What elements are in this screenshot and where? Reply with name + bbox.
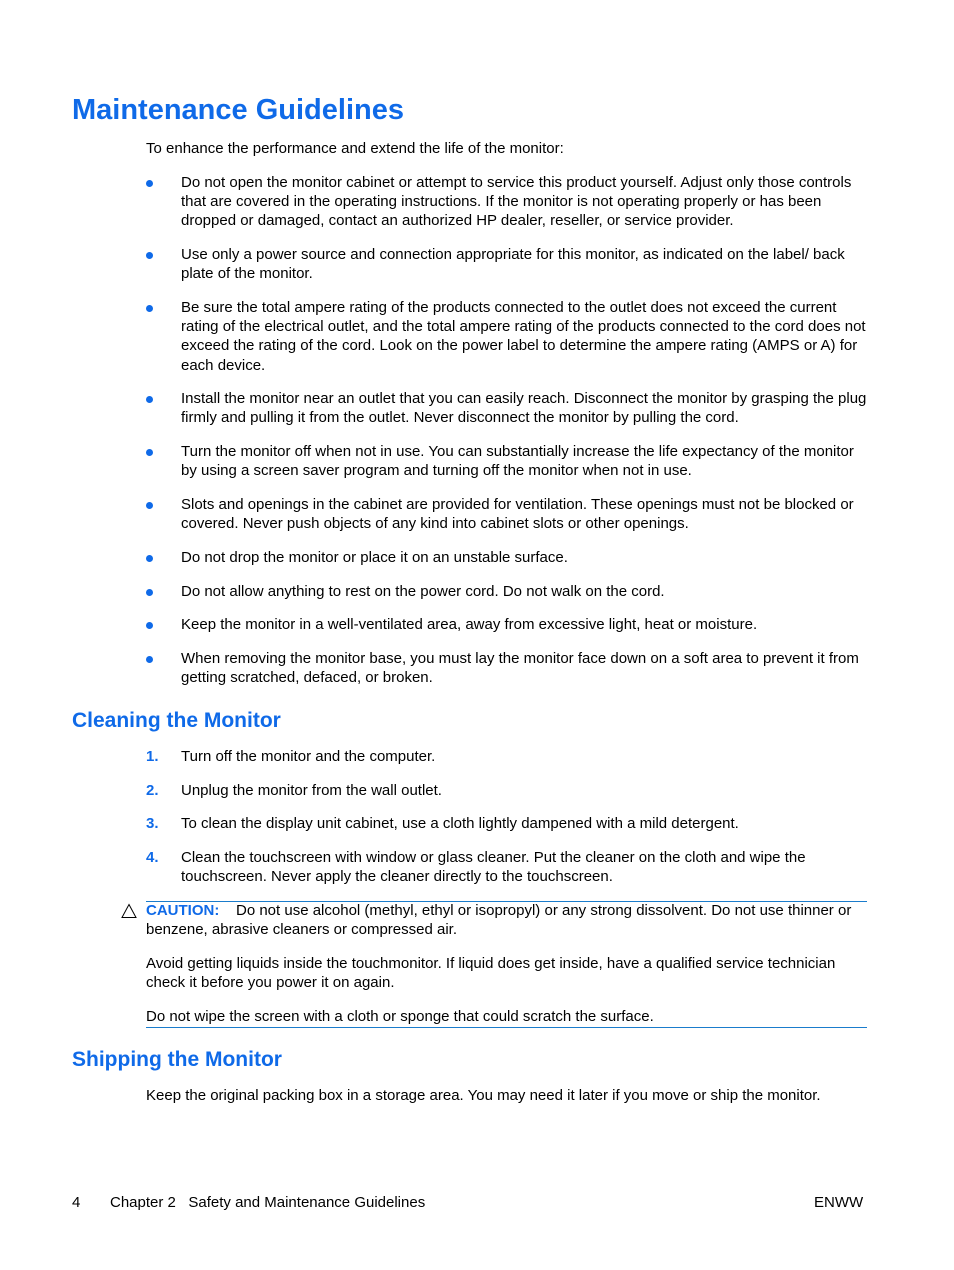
bullet-icon [146, 396, 153, 403]
footer-chapter: Chapter 2 Safety and Maintenance Guidelines [110, 1194, 426, 1211]
list-item [146, 814, 868, 833]
step-number: 4. [146, 849, 159, 866]
list-item [146, 615, 868, 634]
caution-paragraph-2: Avoid getting liquids inside the touchmonitor. If liquid does get inside, have a qualified service technician check it before you power it on again. [146, 955, 836, 992]
step-number: 1. [146, 748, 159, 765]
step-text: To clean the display unit cabinet, use a cloth lightly dampened with a mild detergent. [181, 815, 739, 832]
list-item [146, 747, 868, 766]
step-text: Turn off the monitor and the computer. [181, 748, 436, 765]
page-title: Maintenance Guidelines [72, 94, 404, 126]
list-item-text: When removing the monitor base, you must lay the monitor face down on a soft area to prevent it from getting scratched, defaced, or broken. [181, 650, 859, 687]
caution-paragraph-3: Do not wipe the screen with a cloth or sponge that could scratch the surface. [146, 1008, 654, 1025]
bullet-icon [146, 622, 153, 629]
list-item-text: Keep the monitor in a well-ventilated area, away from excessive light, heat or moisture. [181, 616, 758, 633]
list-item-text: Do not allow anything to rest on the power cord. Do not walk on the cord. [181, 583, 665, 600]
list-item-text: Turn the monitor off when not in use. You can substantially increase the life expectancy of the monitor by using a screen saver program and turning off the monitor when not in use. [181, 443, 854, 480]
shipping-paragraph: Keep the original packing box in a storage area. You may need it later if you move or ship the monitor. [146, 1087, 821, 1104]
list-item [146, 848, 868, 886]
list-item [146, 548, 868, 567]
list-item [146, 582, 868, 601]
page-number: 4 [72, 1194, 81, 1211]
footer-code: ENWW [814, 1194, 864, 1211]
list-item [146, 649, 868, 687]
bullet-icon [146, 305, 153, 312]
step-number: 3. [146, 815, 159, 832]
list-item-text: Install the monitor near an outlet that you can easily reach. Disconnect the monitor by grasping the plug firmly and pulling it from the outlet. Never disconnect the monitor by pulling the cord. [181, 390, 867, 427]
bullet-icon [146, 252, 153, 259]
step-text: Clean the touchscreen with window or glass cleaner. Put the cleaner on the cloth and wipe the touchscreen. Never apply the cleaner directly to the touchscreen. [181, 849, 806, 886]
step-text: Unplug the monitor from the wall outlet. [181, 782, 442, 799]
bullet-icon [146, 502, 153, 509]
list-item [146, 389, 868, 427]
list-item [146, 495, 868, 533]
cleaning-heading: Cleaning the Monitor [72, 709, 281, 732]
list-item [146, 245, 868, 283]
list-item [146, 298, 868, 375]
list-item [146, 442, 868, 480]
caution-bottom-rule [146, 1027, 867, 1028]
caution-text: Do not use alcohol (methyl, ethyl or isopropyl) or any strong dissolvent. Do not use thinner or benzene, abrasive cleaners or compressed air. [146, 902, 852, 939]
list-item-text: Slots and openings in the cabinet are provided for ventilation. These openings must not be blocked or covered. Never push objects of any kind into cabinet slots or other openings. [181, 496, 854, 533]
list-item-text: Do not drop the monitor or place it on an unstable surface. [181, 549, 568, 566]
bullet-icon [146, 180, 153, 187]
bullet-icon [146, 449, 153, 456]
list-item-text: Use only a power source and connection appropriate for this monitor, as indicated on the label/ back plate of the monitor. [181, 246, 845, 283]
list-item [146, 173, 868, 231]
bullet-icon [146, 555, 153, 562]
step-number: 2. [146, 782, 159, 799]
list-item-text: Do not open the monitor cabinet or attempt to service this product yourself. Adjust only those controls that are covered in the operating instructions. If the monitor is not operating properly or has been dropped or damaged, contact an authorized HP dealer, reseller, or service provider. [181, 174, 852, 230]
caution-note [146, 901, 868, 939]
list-item-text: Be sure the total ampere rating of the products connected to the outlet does not exceed the current rating of the electrical outlet, and the total ampere rating of the products connected to the cord does not exceed the rating of the cord. Look on the power label to determine the ampere rating (AMPS or A) for each device. [181, 299, 866, 374]
caution-triangle-icon [121, 903, 137, 919]
caution-label: CAUTION: [146, 902, 220, 919]
shipping-heading: Shipping the Monitor [72, 1048, 282, 1071]
intro-paragraph: To enhance the performance and extend the life of the monitor: [146, 140, 564, 157]
bullet-icon [146, 589, 153, 596]
list-item [146, 781, 868, 800]
bullet-icon [146, 656, 153, 663]
